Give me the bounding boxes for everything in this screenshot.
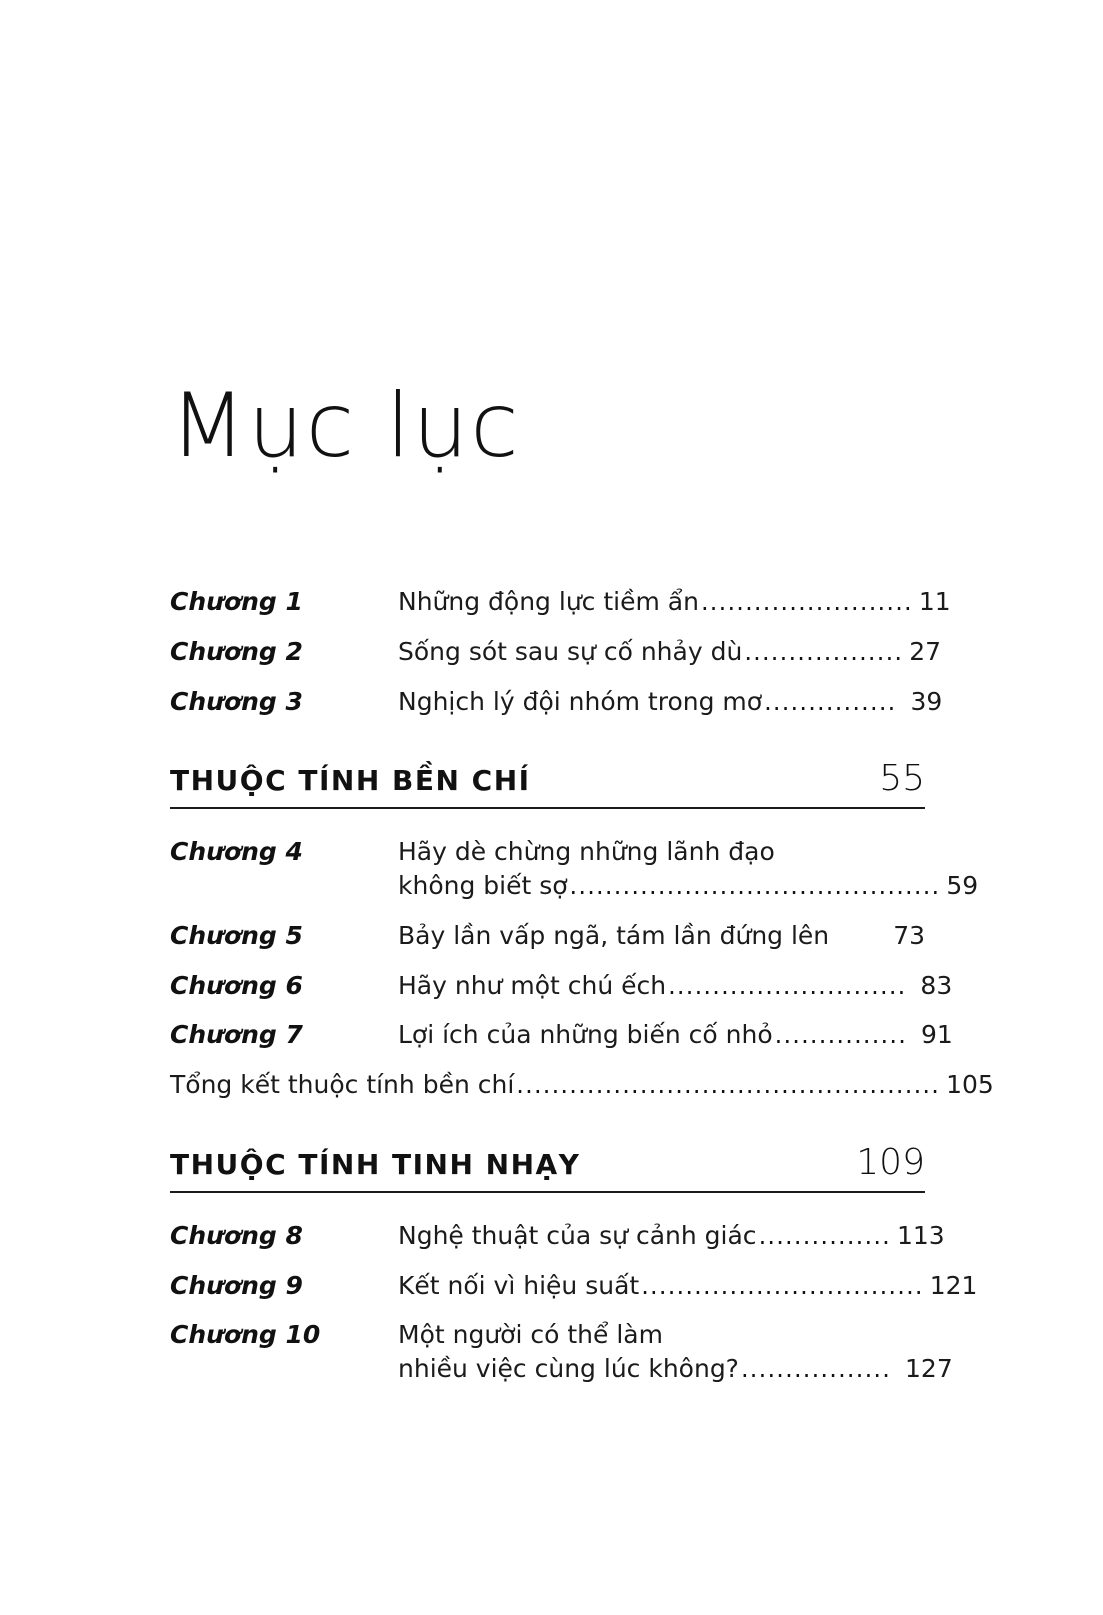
toc-chapter-row[interactable] — [170, 969, 953, 1003]
toc-chapter-row[interactable] — [170, 585, 951, 619]
toc-chapter-label: Chương 3 — [170, 686, 303, 716]
toc-entry-line — [170, 1068, 994, 1102]
toc-section-page: 109 — [856, 1141, 925, 1183]
toc-page-number: 105 — [946, 1070, 994, 1099]
toc-entry-line — [398, 1269, 977, 1303]
toc-entry-text: Những động lực tiềm ẩn — [398, 587, 699, 616]
toc-entry-line — [398, 919, 925, 953]
toc-chapter-label: Chương 5 — [170, 920, 303, 950]
toc-entry-title-block — [398, 635, 941, 669]
toc-chapter-label: Chương 1 — [170, 587, 303, 616]
toc-entry-text: Hãy dè chừng những lãnh đạo — [398, 837, 775, 867]
toc-page-number: 113 — [897, 1220, 945, 1250]
toc-section-name: THUỘC TÍNH BỀN CHÍ — [170, 764, 531, 798]
toc-entry-title-block — [170, 1068, 994, 1102]
toc-chapter-row[interactable] — [170, 835, 979, 903]
toc-entry-text: Kết nối vì hiệu suất — [398, 1270, 640, 1300]
toc-section-heading — [170, 1142, 925, 1193]
toc-chapter-row[interactable] — [170, 1219, 945, 1253]
toc-entry-title-block — [398, 969, 952, 1003]
toc-entry-title-block — [398, 585, 951, 619]
toc-entry-title-block — [398, 685, 942, 719]
toc-leader-dots: ................................................ — [516, 1071, 941, 1099]
toc-entry-text: không biết sợ — [398, 871, 568, 900]
toc-chapter-label: Chương 6 — [170, 970, 303, 1000]
toc-page-number: 59 — [946, 871, 979, 900]
toc-section-page: 55 — [879, 758, 925, 800]
toc-page-number: 11 — [918, 587, 951, 616]
toc-chapter-row[interactable] — [170, 919, 925, 953]
toc-entry-line — [398, 969, 952, 1003]
toc-section-name: THUỘC TÍNH TINH NHẠY — [170, 1147, 581, 1181]
toc-entry-text: Lợi ích của những biến cố nhỏ — [398, 1020, 773, 1050]
toc-entry-title-block — [398, 835, 978, 903]
toc-chapter-label: Chương 8 — [170, 1220, 303, 1250]
toc-entry-title-block — [398, 1318, 953, 1386]
toc-page-number: 127 — [897, 1354, 953, 1383]
toc-entry-line — [398, 585, 951, 619]
toc-leader-dots: ........................... — [668, 971, 907, 1000]
toc-section-inner — [170, 1142, 925, 1193]
toc-chapter-label: Chương 4 — [170, 837, 303, 867]
toc-leader-dots: ............... — [758, 1221, 891, 1250]
toc-page-number: 91 — [913, 1020, 953, 1050]
toc-chapter-row[interactable] — [170, 1318, 953, 1386]
toc-chapter-label: Chương 9 — [170, 1270, 303, 1300]
toc-summary-row[interactable] — [170, 1068, 994, 1102]
toc-entry-line — [398, 1318, 953, 1352]
toc-leader-dots: ................. — [740, 1355, 892, 1383]
toc-entry-line — [398, 1018, 953, 1052]
toc-chapter-row[interactable] — [170, 635, 942, 669]
toc-chapter-label: Chương 10 — [170, 1320, 321, 1350]
toc-chapter-row[interactable] — [170, 1269, 978, 1303]
toc-section-heading — [170, 758, 925, 809]
table-of-contents — [170, 585, 994, 1402]
toc-chapter-row[interactable] — [170, 1018, 953, 1052]
toc-entry-line — [398, 1352, 953, 1386]
toc-entry-text: Nghệ thuật của sự cảnh giác — [398, 1220, 757, 1250]
toc-page-number: 121 — [929, 1270, 978, 1300]
toc-section-inner — [170, 758, 925, 809]
toc-entry-title-block — [398, 1219, 945, 1253]
toc-leader-dots: ........................ — [700, 588, 913, 616]
toc-entry-text: Bảy lần vấp ngã, tám lần đứng lên — [398, 920, 830, 950]
toc-entry-text: Hãy như một chú ếch — [398, 970, 667, 1000]
toc-entry-text: nhiều việc cùng lúc không? — [398, 1354, 739, 1383]
toc-page-number: 27 — [909, 636, 942, 666]
toc-chapter-row[interactable] — [170, 685, 943, 719]
toc-leader-dots: ............... — [774, 1021, 908, 1050]
toc-entry-title-block — [398, 1018, 953, 1052]
toc-entry-line — [398, 685, 942, 719]
toc-entry-text: Nghịch lý đội nhóm trong mơ — [398, 686, 763, 716]
toc-entry-line — [398, 1219, 945, 1253]
toc-page-number: 83 — [912, 970, 953, 1000]
toc-entry-line — [398, 869, 978, 903]
toc-entry-text: Sống sót sau sự cố nhảy dù — [398, 636, 743, 666]
toc-entry-title-block — [398, 1269, 977, 1303]
toc-chapter-label: Chương 2 — [170, 636, 303, 666]
toc-leader-dots: .................. — [744, 637, 904, 666]
toc-leader-dots: ............... — [764, 687, 897, 716]
toc-entry-line — [398, 835, 978, 869]
toc-leader-dots: .......................................... — [569, 872, 941, 900]
toc-entry-text: Một người có thể làm — [398, 1320, 663, 1350]
toc-entry-text: Tổng kết thuộc tính bền chí — [170, 1070, 515, 1099]
toc-page-number: 39 — [902, 686, 943, 716]
toc-chapter-label: Chương 7 — [170, 1020, 303, 1050]
toc-entry-line — [398, 635, 941, 669]
page-title: Mục lục — [170, 374, 521, 477]
toc-leader-dots: ................................ — [641, 1271, 924, 1300]
toc-page-number: 73 — [893, 920, 925, 950]
toc-entry-title-block — [398, 919, 925, 953]
